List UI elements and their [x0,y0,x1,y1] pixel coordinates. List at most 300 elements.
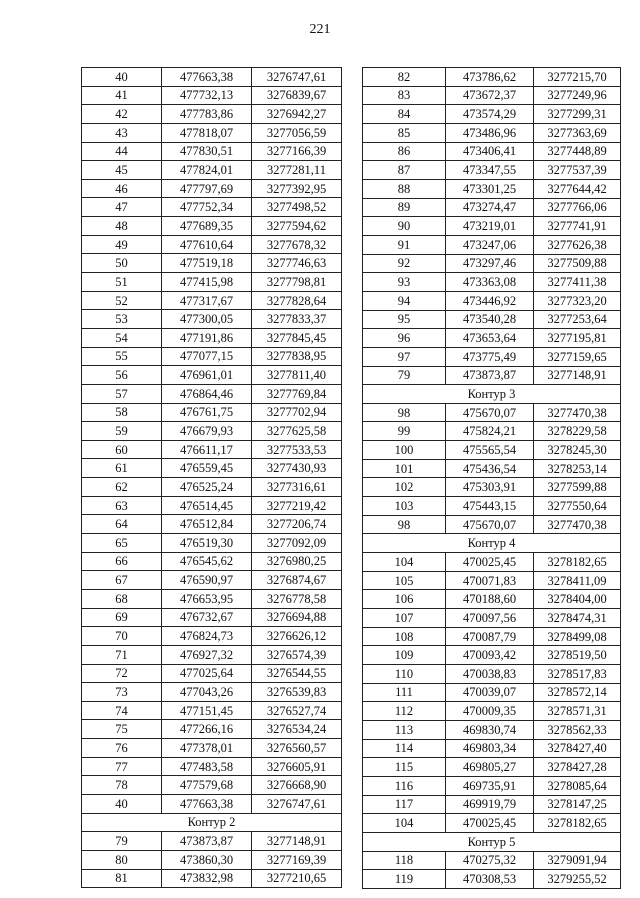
y-coordinate-cell: 3277746,63 [252,254,342,273]
point-number-cell: 95 [363,310,446,329]
y-coordinate-cell: 3277411,38 [534,273,621,292]
table-row [363,235,621,254]
table-row [82,720,342,739]
x-coordinate-cell: 470275,32 [446,851,534,870]
point-number-cell: 113 [363,720,446,739]
y-coordinate-cell: 3276626,12 [252,627,342,646]
point-number-cell: 57 [82,384,162,403]
table-row [363,590,621,609]
y-coordinate-cell: 3277625,58 [252,422,342,441]
point-number-cell: 50 [82,254,162,273]
y-coordinate-cell: 3277550,64 [534,497,621,516]
table-row [82,254,342,273]
y-coordinate-cell: 3278499,08 [534,627,621,646]
x-coordinate-cell: 477824,01 [162,161,252,180]
x-coordinate-cell: 477043,26 [162,683,252,702]
y-coordinate-cell: 3276874,67 [252,571,342,590]
y-coordinate-cell: 3277594,62 [252,217,342,236]
table-row [82,459,342,478]
x-coordinate-cell: 477752,34 [162,198,252,217]
y-coordinate-cell: 3277448,89 [534,142,621,161]
x-coordinate-cell: 476545,62 [162,552,252,571]
y-coordinate-cell: 3279255,52 [534,870,621,889]
table-row [82,142,342,161]
y-coordinate-cell: 3277626,38 [534,235,621,254]
contour-title: Контур 5 [363,832,621,851]
point-number-cell: 61 [82,459,162,478]
contour-heading-row [363,385,621,404]
x-coordinate-cell: 477415,98 [162,273,252,292]
x-coordinate-cell: 476927,32 [162,645,252,664]
x-coordinate-cell: 475303,91 [446,478,534,497]
point-number-cell: 89 [363,198,446,217]
table-row [363,758,621,777]
y-coordinate-cell: 3277833,37 [252,310,342,329]
table-row [82,608,342,627]
point-number-cell: 104 [363,814,446,833]
y-coordinate-cell: 3278182,65 [534,814,621,833]
x-coordinate-cell: 473873,87 [446,366,534,385]
coordinates-table-left [81,67,342,888]
y-coordinate-cell: 3277253,64 [534,310,621,329]
table-row [363,68,621,87]
contour-heading-row [363,832,621,851]
table-row [363,870,621,889]
x-coordinate-cell: 476864,46 [162,384,252,403]
y-coordinate-cell: 3278253,14 [534,459,621,478]
x-coordinate-cell: 476559,45 [162,459,252,478]
x-coordinate-cell: 477732,13 [162,86,252,105]
point-number-cell: 87 [363,161,446,180]
x-coordinate-cell: 470009,35 [446,702,534,721]
y-coordinate-cell: 3277363,69 [534,123,621,142]
y-coordinate-cell: 3276527,74 [252,701,342,720]
y-coordinate-cell: 3276668,90 [252,776,342,795]
table-row [363,273,621,292]
y-coordinate-cell: 3277741,91 [534,217,621,236]
point-number-cell: 83 [363,86,446,105]
x-coordinate-cell: 475824,21 [446,422,534,441]
x-coordinate-cell: 469919,79 [446,795,534,814]
x-coordinate-cell: 477077,15 [162,347,252,366]
y-coordinate-cell: 3276605,91 [252,757,342,776]
table-row [82,366,342,385]
point-number-cell: 84 [363,105,446,124]
x-coordinate-cell: 473653,64 [446,329,534,348]
point-number-cell: 63 [82,496,162,515]
table-row [82,310,342,329]
y-coordinate-cell: 3276534,24 [252,720,342,739]
table-row [363,497,621,516]
table-row [363,105,621,124]
table-row [363,347,621,366]
table-row [363,478,621,497]
x-coordinate-cell: 470087,79 [446,627,534,646]
y-coordinate-cell: 3276839,67 [252,86,342,105]
y-coordinate-cell: 3277798,81 [252,273,342,292]
point-number-cell: 79 [363,366,446,385]
y-coordinate-cell: 3277599,88 [534,478,621,497]
y-coordinate-cell: 3277470,38 [534,403,621,422]
table-row [363,683,621,702]
point-number-cell: 46 [82,179,162,198]
point-number-cell: 105 [363,571,446,590]
x-coordinate-cell: 476590,97 [162,571,252,590]
point-number-cell: 49 [82,235,162,254]
table-row [363,851,621,870]
x-coordinate-cell: 473486,96 [446,123,534,142]
table-row [363,702,621,721]
y-coordinate-cell: 3277678,32 [252,235,342,254]
x-coordinate-cell: 477830,51 [162,142,252,161]
x-coordinate-cell: 477579,68 [162,776,252,795]
x-coordinate-cell: 477191,86 [162,328,252,347]
point-number-cell: 47 [82,198,162,217]
point-number-cell: 74 [82,701,162,720]
y-coordinate-cell: 3277299,31 [534,105,621,124]
x-coordinate-cell: 477663,38 [162,794,252,813]
point-number-cell: 102 [363,478,446,497]
point-number-cell: 54 [82,328,162,347]
point-number-cell: 79 [82,832,162,851]
point-number-cell: 53 [82,310,162,329]
y-coordinate-cell: 3277769,84 [252,384,342,403]
x-coordinate-cell: 475436,54 [446,459,534,478]
x-coordinate-cell: 473574,29 [446,105,534,124]
point-number-cell: 114 [363,739,446,758]
x-coordinate-cell: 473247,06 [446,235,534,254]
y-coordinate-cell: 3276574,39 [252,645,342,664]
point-number-cell: 82 [363,68,446,87]
x-coordinate-cell: 476519,30 [162,534,252,553]
y-coordinate-cell: 3278571,31 [534,702,621,721]
x-coordinate-cell: 473363,08 [446,273,534,292]
table-row [82,645,342,664]
y-coordinate-cell: 3277281,11 [252,161,342,180]
table-row [82,701,342,720]
table-row [82,273,342,292]
point-number-cell: 56 [82,366,162,385]
point-number-cell: 60 [82,440,162,459]
y-coordinate-cell: 3277430,93 [252,459,342,478]
point-number-cell: 99 [363,422,446,441]
point-number-cell: 111 [363,683,446,702]
point-number-cell: 96 [363,329,446,348]
y-coordinate-cell: 3278147,25 [534,795,621,814]
y-coordinate-cell: 3277392,95 [252,179,342,198]
table-row [363,739,621,758]
table-row [363,254,621,273]
y-coordinate-cell: 3277702,94 [252,403,342,422]
x-coordinate-cell: 477025,64 [162,664,252,683]
point-number-cell: 41 [82,86,162,105]
x-coordinate-cell: 475670,07 [446,515,534,534]
table-row [363,217,621,236]
point-number-cell: 97 [363,347,446,366]
x-coordinate-cell: 475443,15 [446,497,534,516]
x-coordinate-cell: 473406,41 [446,142,534,161]
point-number-cell: 98 [363,403,446,422]
point-number-cell: 75 [82,720,162,739]
point-number-cell: 100 [363,441,446,460]
y-coordinate-cell: 3278517,83 [534,665,621,684]
point-number-cell: 77 [82,757,162,776]
y-coordinate-cell: 3278229,58 [534,422,621,441]
point-number-cell: 78 [82,776,162,795]
point-number-cell: 44 [82,142,162,161]
x-coordinate-cell: 473775,49 [446,347,534,366]
x-coordinate-cell: 476653,95 [162,589,252,608]
table-row [82,123,342,142]
x-coordinate-cell: 473301,25 [446,179,534,198]
x-coordinate-cell: 473786,62 [446,68,534,87]
table-row [363,123,621,142]
point-number-cell: 90 [363,217,446,236]
y-coordinate-cell: 3277316,61 [252,478,342,497]
x-coordinate-cell: 476679,93 [162,422,252,441]
point-number-cell: 80 [82,850,162,869]
table-row [82,683,342,702]
x-coordinate-cell: 477300,05 [162,310,252,329]
table-row [363,459,621,478]
table-row [82,552,342,571]
table-row [82,422,342,441]
x-coordinate-cell: 476732,67 [162,608,252,627]
x-coordinate-cell: 477818,07 [162,123,252,142]
table-row [82,515,342,534]
y-coordinate-cell: 3278519,50 [534,646,621,665]
x-coordinate-cell: 476824,73 [162,627,252,646]
x-coordinate-cell: 470025,45 [446,553,534,572]
y-coordinate-cell: 3277533,53 [252,440,342,459]
x-coordinate-cell: 469735,91 [446,776,534,795]
table-row [363,571,621,590]
table-row [82,179,342,198]
table-row [82,664,342,683]
x-coordinate-cell: 477151,45 [162,701,252,720]
y-coordinate-cell: 3277509,88 [534,254,621,273]
point-number-cell: 88 [363,179,446,198]
y-coordinate-cell: 3277498,52 [252,198,342,217]
x-coordinate-cell: 477519,18 [162,254,252,273]
y-coordinate-cell: 3277092,09 [252,534,342,553]
y-coordinate-cell: 3277838,95 [252,347,342,366]
table-row [82,440,342,459]
y-coordinate-cell: 3277166,39 [252,142,342,161]
y-coordinate-cell: 3277219,42 [252,496,342,515]
x-coordinate-cell: 470097,56 [446,609,534,628]
table-row [363,515,621,534]
point-number-cell: 64 [82,515,162,534]
x-coordinate-cell: 469805,27 [446,758,534,777]
table-row [82,86,342,105]
y-coordinate-cell: 3278572,14 [534,683,621,702]
table-row [82,403,342,422]
y-coordinate-cell: 3277195,81 [534,329,621,348]
x-coordinate-cell: 473672,37 [446,86,534,105]
table-row [363,665,621,684]
x-coordinate-cell: 477483,58 [162,757,252,776]
contour-heading-row [82,813,342,832]
x-coordinate-cell: 477689,35 [162,217,252,236]
table-row [363,627,621,646]
x-coordinate-cell: 476611,17 [162,440,252,459]
y-coordinate-cell: 3276560,57 [252,739,342,758]
y-coordinate-cell: 3277249,96 [534,86,621,105]
x-coordinate-cell: 475565,54 [446,441,534,460]
x-coordinate-cell: 473860,30 [162,850,252,869]
x-coordinate-cell: 476525,24 [162,478,252,497]
table-row [82,869,342,888]
y-coordinate-cell: 3277644,42 [534,179,621,198]
point-number-cell: 68 [82,589,162,608]
table-row [82,794,342,813]
table-row [363,776,621,795]
table-row [82,739,342,758]
point-number-cell: 93 [363,273,446,292]
y-coordinate-cell: 3278085,64 [534,776,621,795]
table-row [363,86,621,105]
y-coordinate-cell: 3277148,91 [252,832,342,851]
point-number-cell: 98 [363,515,446,534]
y-coordinate-cell: 3276694,88 [252,608,342,627]
x-coordinate-cell: 473873,87 [162,832,252,851]
x-coordinate-cell: 473219,01 [446,217,534,236]
point-number-cell: 112 [363,702,446,721]
table-row [363,403,621,422]
y-coordinate-cell: 3276747,61 [252,794,342,813]
point-number-cell: 115 [363,758,446,777]
y-coordinate-cell: 3277845,45 [252,328,342,347]
point-number-cell: 71 [82,645,162,664]
x-coordinate-cell: 469830,74 [446,720,534,739]
point-number-cell: 67 [82,571,162,590]
point-number-cell: 86 [363,142,446,161]
y-coordinate-cell: 3277056,59 [252,123,342,142]
point-number-cell: 106 [363,590,446,609]
point-number-cell: 108 [363,627,446,646]
x-coordinate-cell: 473540,28 [446,310,534,329]
point-number-cell: 73 [82,683,162,702]
y-coordinate-cell: 3277828,64 [252,291,342,310]
table-row [363,814,621,833]
x-coordinate-cell: 470308,53 [446,870,534,889]
x-coordinate-cell: 476512,84 [162,515,252,534]
coordinates-table-right [362,67,621,889]
table-row [82,757,342,776]
point-number-cell: 65 [82,534,162,553]
y-coordinate-cell: 3276942,27 [252,105,342,124]
y-coordinate-cell: 3277537,39 [534,161,621,180]
x-coordinate-cell: 473446,92 [446,291,534,310]
table-row [363,795,621,814]
x-coordinate-cell: 477317,67 [162,291,252,310]
point-number-cell: 92 [363,254,446,273]
x-coordinate-cell: 477783,86 [162,105,252,124]
y-coordinate-cell: 3277811,40 [252,366,342,385]
y-coordinate-cell: 3276980,25 [252,552,342,571]
x-coordinate-cell: 473274,47 [446,198,534,217]
x-coordinate-cell: 476514,45 [162,496,252,515]
table-row [363,720,621,739]
point-number-cell: 76 [82,739,162,758]
table-row [82,347,342,366]
point-number-cell: 52 [82,291,162,310]
point-number-cell: 70 [82,627,162,646]
point-number-cell: 91 [363,235,446,254]
point-number-cell: 107 [363,609,446,628]
table-row [363,553,621,572]
point-number-cell: 66 [82,552,162,571]
table-row [363,646,621,665]
table-row [82,496,342,515]
x-coordinate-cell: 477663,38 [162,68,252,87]
y-coordinate-cell: 3278182,65 [534,553,621,572]
table-row [363,366,621,385]
y-coordinate-cell: 3276539,83 [252,683,342,702]
point-number-cell: 103 [363,497,446,516]
x-coordinate-cell: 470038,83 [446,665,534,684]
page-number: 221 [309,22,331,37]
y-coordinate-cell: 3276778,58 [252,589,342,608]
contour-title: Контур 4 [363,534,621,553]
table-row [363,310,621,329]
table-row [82,627,342,646]
x-coordinate-cell: 469803,34 [446,739,534,758]
y-coordinate-cell: 3277766,06 [534,198,621,217]
y-coordinate-cell: 3277148,91 [534,366,621,385]
y-coordinate-cell: 3278562,33 [534,720,621,739]
y-coordinate-cell: 3278404,00 [534,590,621,609]
point-number-cell: 109 [363,646,446,665]
x-coordinate-cell: 470093,42 [446,646,534,665]
y-coordinate-cell: 3277323,20 [534,291,621,310]
point-number-cell: 55 [82,347,162,366]
x-coordinate-cell: 473297,46 [446,254,534,273]
point-number-cell: 51 [82,273,162,292]
x-coordinate-cell: 476761,75 [162,403,252,422]
point-number-cell: 69 [82,608,162,627]
y-coordinate-cell: 3277206,74 [252,515,342,534]
table-row [82,832,342,851]
point-number-cell: 94 [363,291,446,310]
y-coordinate-cell: 3277470,38 [534,515,621,534]
point-number-cell: 58 [82,403,162,422]
point-number-cell: 101 [363,459,446,478]
x-coordinate-cell: 477797,69 [162,179,252,198]
table-row [363,609,621,628]
point-number-cell: 72 [82,664,162,683]
x-coordinate-cell: 470039,07 [446,683,534,702]
table-row [363,161,621,180]
point-number-cell: 110 [363,665,446,684]
y-coordinate-cell: 3278245,30 [534,441,621,460]
table-row [363,179,621,198]
point-number-cell: 43 [82,123,162,142]
y-coordinate-cell: 3277210,65 [252,869,342,888]
contour-heading-row [363,534,621,553]
contour-title: Контур 3 [363,385,621,404]
point-number-cell: 85 [363,123,446,142]
x-coordinate-cell: 475670,07 [446,403,534,422]
x-coordinate-cell: 470025,45 [446,814,534,833]
table-row [82,384,342,403]
table-row [82,105,342,124]
table-row [363,142,621,161]
table-row [363,441,621,460]
y-coordinate-cell: 3278411,09 [534,571,621,590]
table-row [82,534,342,553]
